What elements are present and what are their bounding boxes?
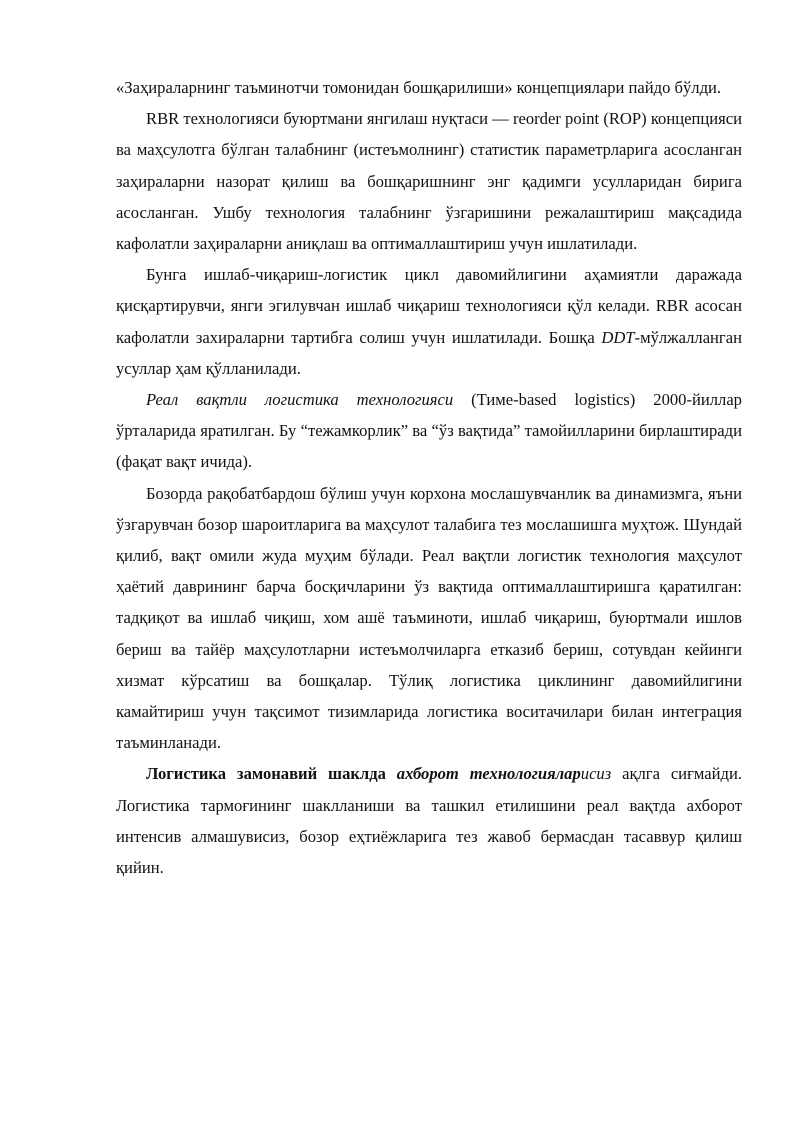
paragraph-3-italic-term: DDT — [601, 327, 635, 347]
paragraph-2-text: RBR технологияси буюртмани янгилаш нуқтаси — reorder point (ROP) концепцияси ва маҳсулотга бўлган талабнинг (истеъмолнинг) статистик параметрларига асосланган заҳираларни назорат қилиш ва бошқаришнинг энг қадимги усулларидан бирига асосланган. Ушбу технология талабнинг ўзгаришини режалаштириш мақсадида кафолатли заҳираларни аниқлаш ва оптималлаштириш учун ишлатилади. — [116, 109, 742, 254]
paragraph-6-bold-italic-term: ахборот технологиялар — [396, 764, 581, 784]
paragraph-6-italic-suffix: исиз — [580, 764, 612, 784]
paragraph-3 — [116, 259, 742, 384]
paragraph-2 — [116, 103, 742, 259]
paragraph-4-text: (Тиме-based logistics) 2000-йиллар ўрталарида яратилган. Бу “тежамкорлик” ва “ўз вақтида” тамойилларини бирлаштиради (фақат вақт ичида). — [116, 390, 742, 472]
paragraph-4 — [116, 384, 742, 478]
document-page — [116, 72, 742, 883]
paragraph-1 — [116, 72, 742, 103]
paragraph-6-text: ақлга сиғмайди. Логистика тармоғининг шаклланиши ва ташкил етилишини реал вақтда ахборот интенсив алмашувисиз, бозор еҳтиёжларига тез жавоб бермасдан тасаввур қилиш қийин. — [116, 764, 742, 878]
paragraph-5-text: Бозорда рақобатбардош бўлиш учун корхона мослашувчанлик ва динамизмга, яъни ўзгарувчан бозор шароитларига ва маҳсулот талабига тез мослашишга муҳтож. Шундай қилиб, вақт омили жуда муҳим бўлади. Реал вақтли логистик технология маҳсулот ҳаётий даврининг барча босқичларини ўз вақтида оптималлаштиришга қаратилган: тадқиқот ва ишлаб чиқиш, хом ашё таъминоти, ишлаб чиқариш, буюртмали ишлов бериш ва тайёр маҳсулотларни истеъмолчиларга етказиб бериш, сотувдан кейинги хизмат кўрсатиш ва бошқалар. Тўлиқ логистика циклининг давомийлигини камайтириш учун тақсимот тизимларида логистика воситачилари билан интеграция таъминланади. — [116, 483, 742, 753]
paragraph-3-text-end: -мўлжалланган усуллар ҳам қўлланилади. — [116, 327, 742, 378]
paragraph-6 — [116, 758, 742, 883]
paragraph-3-text: Бунга ишлаб-чиқариш-логистик цикл давомийлигини аҳамиятли даражада қисқартирувчи, янги эгилувчан ишлаб чиқариш технологияси қўл келади. RBR асосан кафолатли захираларни тартибга солиш учун ишлатилади. Бошқа — [116, 265, 742, 347]
paragraph-6-bold-lead: Логистика замонавий шаклда — [146, 764, 397, 784]
paragraph-5 — [116, 478, 742, 759]
paragraph-1-text: «Заҳираларнинг таъминотчи томонидан бошқарилиши» концепциялари пайдо бўлди. — [116, 78, 722, 97]
paragraph-4-italic-term: Реал вақтли логистика технологияси — [146, 390, 454, 410]
